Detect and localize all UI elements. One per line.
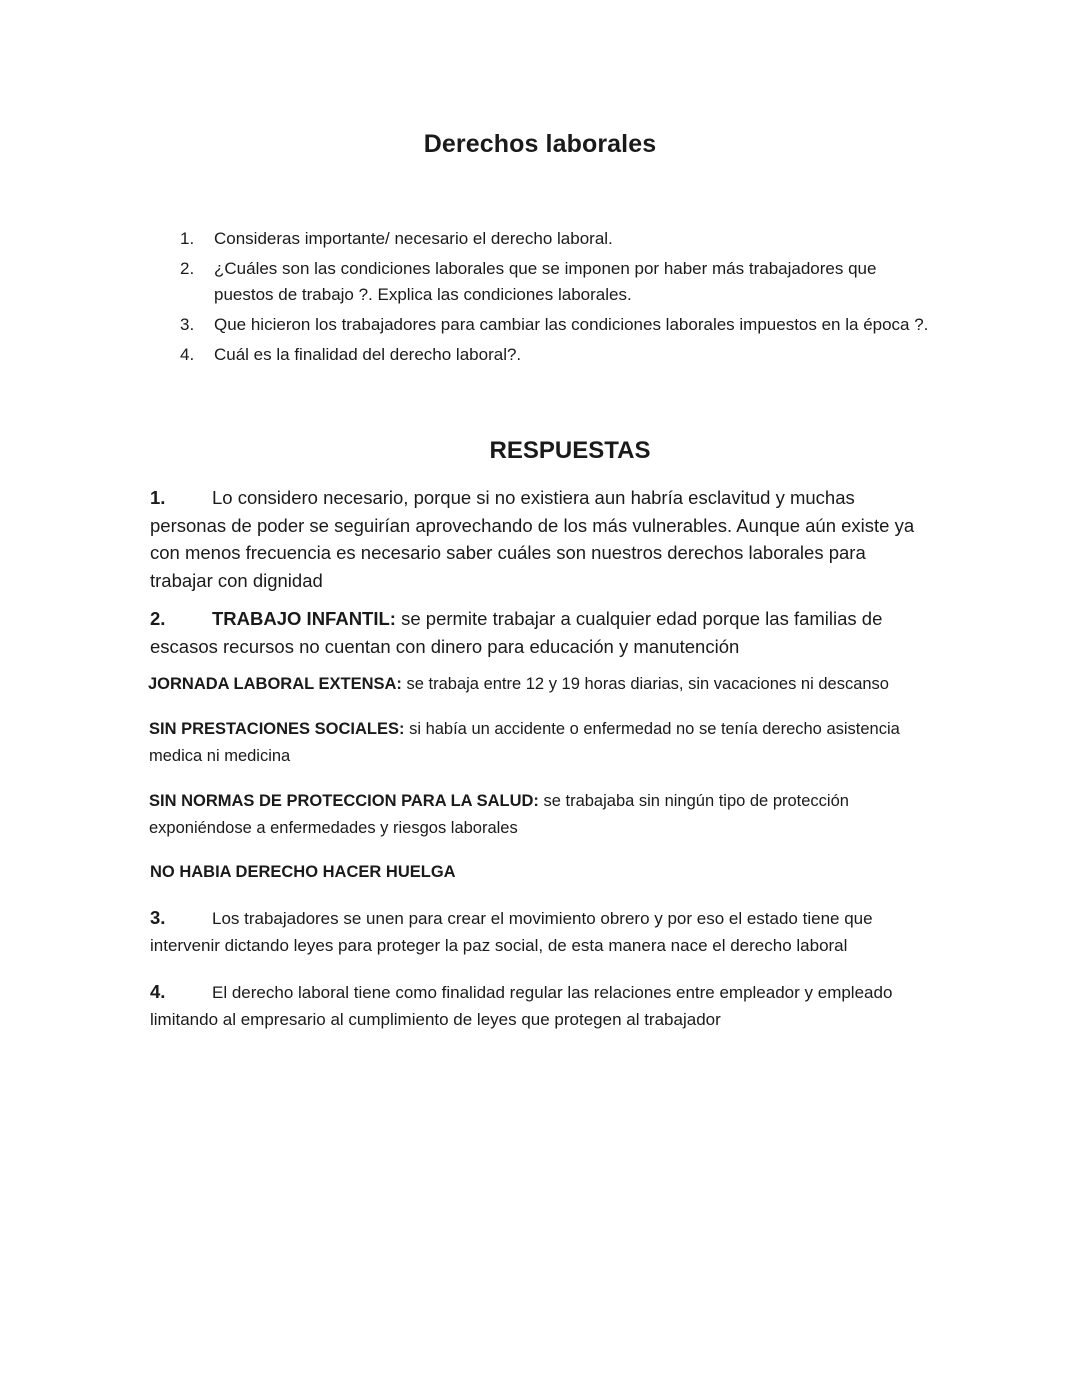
answer-4 (150, 978, 930, 1033)
question-text: ¿Cuáles son las condiciones laborales que se imponen por haber más trabajadores que puestos de trabajo ?. Explica las condiciones laborales. (214, 259, 877, 304)
condition-text: se trabajaba sin ningún tipo de protección exponiéndose a enfermedades y riesgos laborales (149, 792, 849, 837)
question-number: 3. (180, 315, 195, 334)
condition-label: TRABAJO INFANTIL: (212, 608, 396, 629)
list-item (180, 256, 940, 308)
answer-text: El derecho laboral tiene como finalidad regular las relaciones entre empleador y empleado limitando al empresario al cumplimiento de leyes que protegen al trabajador (150, 983, 893, 1029)
condition-label: SIN NORMAS DE PROTECCION PARA LA SALUD: (149, 792, 539, 810)
condition-label: JORNADA LABORAL EXTENSA: (148, 675, 402, 693)
question-number: 2. (180, 259, 195, 278)
condition-prestaciones (149, 716, 929, 770)
question-number: 4. (180, 345, 195, 364)
answer-2 (150, 605, 930, 660)
list-item (180, 342, 940, 368)
condition-huelga: NO HABIA DERECHO HACER HUELGA (150, 863, 456, 881)
question-text: Que hicieron los trabajadores para cambiar las condiciones laborales impuestos en la época ?. (214, 315, 929, 334)
list-item (180, 226, 940, 252)
answers-heading: RESPUESTAS (489, 437, 651, 464)
answer-text: Lo considero necesario, porque si no existiera aun habría esclavitud y muchas personas de poder se seguirían aprovechando de los más vulnerables. Aunque aún existe ya con menos frecuencia es necesario saber cuáles son nuestros derechos laborales para trabajar con dignidad (150, 487, 915, 591)
condition-label: SIN PRESTACIONES SOCIALES: (149, 720, 405, 738)
condition-text: se trabaja entre 12 y 19 horas diarias, sin vacaciones ni descanso (401, 675, 889, 693)
answer-text: se permite trabajar a cualquier edad porque las familias de escasos recursos no cuentan con dinero para educación y manutención (150, 608, 883, 657)
answer-1 (150, 484, 930, 594)
answer-number: 4. (150, 981, 166, 1002)
condition-normas (149, 788, 929, 842)
condition-jornada (148, 671, 928, 697)
question-text: Cuál es la finalidad del derecho laboral?. (214, 345, 522, 364)
condition-text: si había un accidente o enfermedad no se tenía derecho asistencia medica ni medicina (149, 720, 900, 765)
question-text: Consideras importante/ necesario el derecho laboral. (214, 229, 613, 248)
question-number: 1. (180, 229, 195, 248)
answer-number: 2. (150, 608, 166, 629)
answer-number: 1. (150, 487, 166, 508)
answer-text: Los trabajadores se unen para crear el movimiento obrero y por eso el estado tiene que intervenir dictando leyes para proteger la paz social, de esta manera nace el derecho laboral (150, 909, 873, 955)
page-title: Derechos laborales (423, 130, 657, 158)
answer-3 (150, 904, 930, 959)
list-item (180, 312, 940, 338)
question-list (180, 226, 940, 372)
answer-number: 3. (150, 907, 166, 928)
